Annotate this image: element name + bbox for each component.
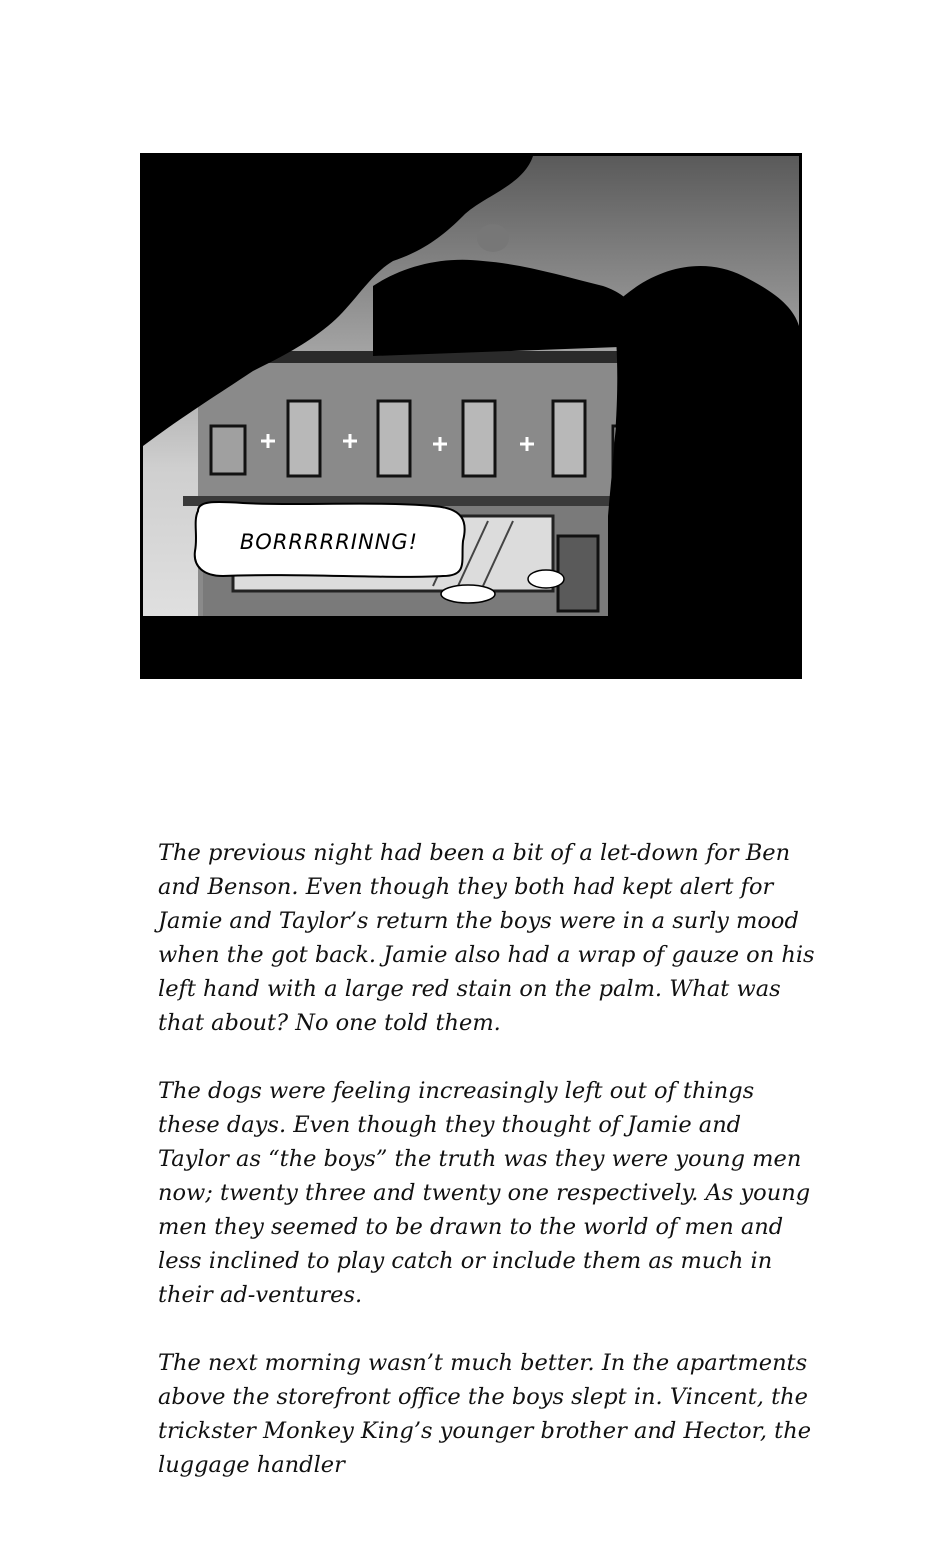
- comic-panel: [140, 153, 802, 679]
- story-text: [158, 836, 818, 1516]
- sound-effect-text: BORRRRRINNG!: [239, 530, 419, 554]
- paragraph-1: The previous night had been a bit of a let-down for Ben and Benson. Even though they both had kept alert for Jamie and Taylor’s return the boys were in a surly mood when the got back. Jamie also had a wrap of gauze on his left hand with a large red stain on the palm. What was that about? No one told them.: [158, 840, 815, 1036]
- paragraph-2: The dogs were feeling increasingly left out of things these days. Even though they thought of Jamie and Taylor as “the boys” the truth was they were young men now; twenty three and twenty one respectively. As young men they seemed to be drawn to the world of men and less inclined to play catch or include them as much in their ad-ventures.: [158, 1078, 811, 1308]
- paragraph-3: The next morning wasn’t much better. In the apartments above the storefront office the boys slept in. Vincent, the trickster Monkey King’s younger brother and Hector, the luggage handler: [158, 1350, 812, 1478]
- night-building-illustration: [143, 156, 799, 676]
